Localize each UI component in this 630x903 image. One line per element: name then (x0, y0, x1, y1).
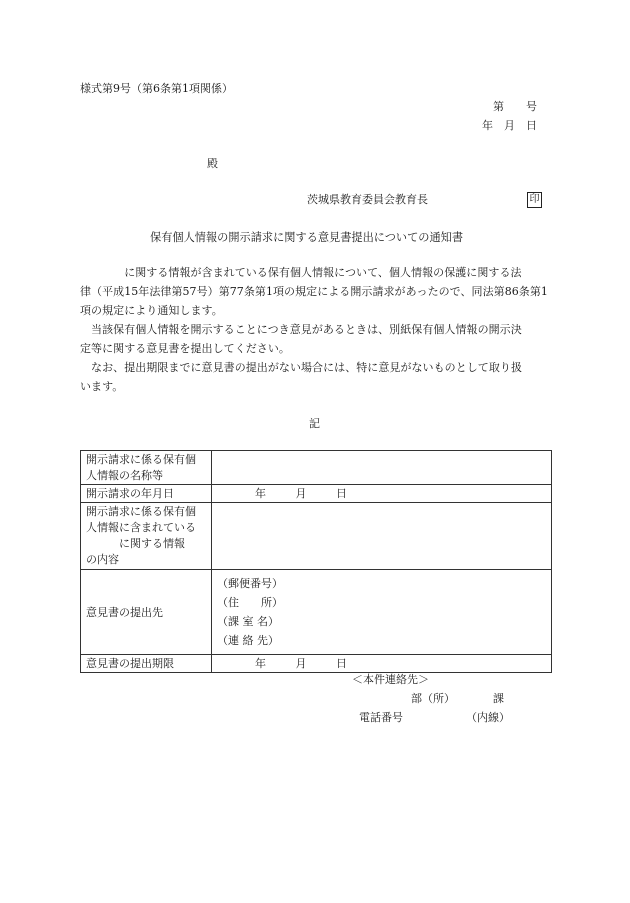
info-content-label: 開示請求に係る保有個 人情報に含まれている に関する情報 の内容 (81, 503, 212, 570)
addressee-suffix: 殿 (207, 157, 218, 170)
body-paragraph-3-line-1: なお、提出期限までに意見書の提出がない場合には、特に意見がないものとして取り扱 (80, 361, 522, 374)
body-paragraph-2-line-2: 定等に関する意見書を提出してください。 (80, 342, 290, 355)
ki-heading: 記 (309, 417, 320, 430)
contact-extension: （内線） (466, 711, 510, 724)
body-paragraph-1-line-1: に関する情報が含まれている保有個人情報について、個人情報の保護に関する法 (80, 266, 522, 279)
deadline-month: 月 (295, 657, 307, 670)
body-paragraph-2-line-1: 当該保有個人情報を開示することにつき意見があるときは、別紙保有個人情報の開示決 (80, 323, 522, 336)
section-name-label: （課 室 名） (217, 615, 279, 628)
info-content-value[interactable] (212, 503, 552, 570)
document-title: 保有個人情報の開示請求に関する意見書提出についての通知書 (150, 231, 464, 244)
deadline-year: 年 (255, 657, 266, 670)
submission-deadline-label: 意見書の提出期限 (81, 655, 212, 673)
body-paragraph-3-line-2: います。 (80, 380, 124, 393)
contact-heading: ＜本件連絡先＞ (352, 673, 429, 686)
deadline-day: 日 (336, 657, 347, 670)
table-row-request-date (81, 485, 552, 503)
address-label: （住 所） (217, 596, 283, 609)
form-number: 様式第9号（第6条第1項関係） (80, 82, 233, 95)
table-row-info-name (81, 451, 552, 485)
contact-department: 部（所） (411, 692, 455, 705)
info-name-label: 開示請求に係る保有個 人情報の名称等 (81, 451, 212, 485)
request-date-year: 年 (255, 487, 266, 500)
info-name-value[interactable] (212, 451, 552, 485)
request-date-value[interactable] (212, 485, 552, 503)
postal-code-label: （郵便番号） (217, 577, 283, 590)
sender-name: 茨城県教育委員会教育長 (307, 193, 428, 206)
contact-phone-label: 電話番号 (359, 711, 403, 724)
document-date: 年 月 日 (482, 119, 537, 132)
submission-deadline-value[interactable] (212, 655, 552, 673)
request-date-day: 日 (336, 487, 347, 500)
table-row-submission-destination (81, 570, 552, 655)
table-row-submission-deadline (81, 655, 552, 673)
document-number: 第 号 (493, 100, 537, 113)
request-details-table (80, 450, 552, 673)
contact-section: 課 (493, 692, 504, 705)
submission-destination-label: 意見書の提出先 (81, 570, 212, 655)
submission-destination-value[interactable] (212, 570, 552, 655)
body-paragraph-1-line-2: 律（平成15年法律第57号）第77条第1項の規定による開示請求があったので、同法第86条第1 (80, 285, 548, 298)
seal-mark: 印 (527, 192, 542, 208)
body-paragraph-1-line-3: 項の規定により通知します。 (80, 304, 223, 317)
request-date-month: 月 (295, 487, 307, 500)
contact-label: （連 絡 先） (217, 634, 279, 647)
table-row-info-content (81, 503, 552, 570)
request-date-label: 開示請求の年月日 (81, 485, 212, 503)
